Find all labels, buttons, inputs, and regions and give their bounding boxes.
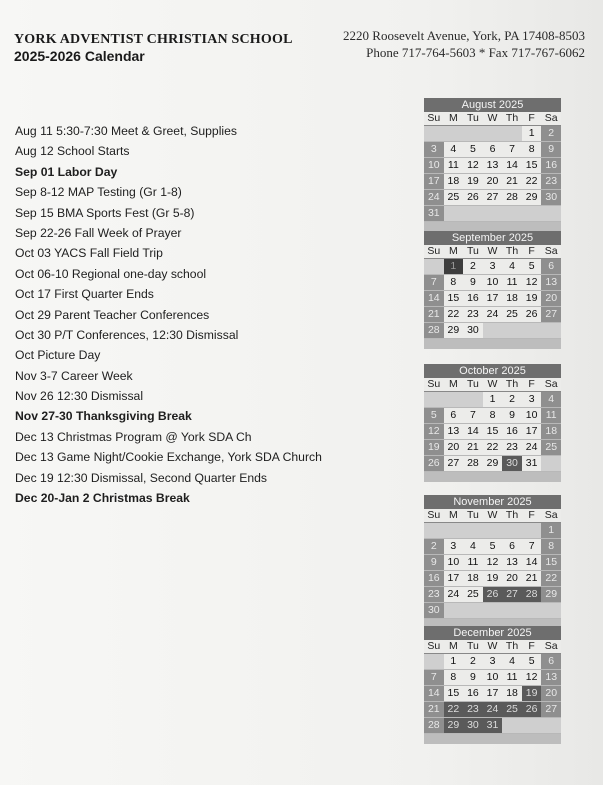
day-cell: 7 (424, 275, 444, 291)
day-cell: 2 (502, 392, 522, 408)
day-cell: 29 (444, 323, 464, 339)
day-cell: 5 (522, 654, 542, 670)
day-cell: 30 (463, 323, 483, 339)
empty-day-cell (483, 323, 503, 339)
event-item: Aug 11 5:30-7:30 Meet & Greet, Supplies (15, 124, 237, 138)
day-cell: 12 (483, 555, 503, 571)
weekday-header: Su (424, 378, 444, 392)
weekday-header: Th (502, 509, 522, 523)
month-title: November 2025 (424, 495, 561, 509)
day-cell: 25 (444, 190, 464, 206)
day-cell: 20 (502, 571, 522, 587)
day-cell: 9 (424, 555, 444, 571)
day-cell: 4 (444, 142, 464, 158)
day-cell: 9 (502, 408, 522, 424)
day-cell: 21 (424, 702, 444, 718)
day-cell: 8 (541, 539, 561, 555)
school-address-block (343, 27, 585, 61)
empty-day-cell (541, 456, 561, 472)
event-item: Aug 12 School Starts (15, 144, 130, 159)
empty-day-cell (444, 603, 464, 619)
day-cell: 26 (483, 587, 503, 603)
weekday-header: Th (502, 640, 522, 654)
day-cell: 12 (463, 158, 483, 174)
day-cell: 30 (463, 718, 483, 734)
day-cell: 3 (444, 539, 464, 555)
day-cell: 20 (541, 686, 561, 702)
day-cell: 26 (522, 307, 542, 323)
day-cell: 18 (444, 174, 464, 190)
empty-day-cell (522, 523, 542, 539)
day-cell: 16 (541, 158, 561, 174)
event-list (15, 124, 415, 511)
day-cell: 7 (522, 539, 542, 555)
empty-day-cell (444, 126, 464, 142)
day-cell: 28 (463, 456, 483, 472)
day-cell: 23 (424, 587, 444, 603)
day-cell: 10 (444, 555, 464, 571)
day-cell: 13 (483, 158, 503, 174)
day-cell: 1 (444, 654, 464, 670)
day-cell: 28 (522, 587, 542, 603)
empty-day-cell (463, 206, 483, 222)
day-cell: 1 (483, 392, 503, 408)
day-cell: 19 (522, 686, 542, 702)
day-cell: 5 (522, 259, 542, 275)
day-cell: 6 (483, 142, 503, 158)
day-cell: 24 (522, 440, 542, 456)
empty-day-cell (444, 392, 464, 408)
day-cell: 1 (541, 523, 561, 539)
day-cell: 11 (502, 275, 522, 291)
month-grid (424, 378, 561, 472)
day-cell: 22 (522, 174, 542, 190)
empty-day-cell (424, 392, 444, 408)
day-cell: 15 (444, 291, 464, 307)
day-cell: 29 (444, 718, 464, 734)
day-cell: 1 (522, 126, 542, 142)
weekday-header: M (444, 509, 464, 523)
weekday-header: F (522, 640, 542, 654)
day-cell: 25 (502, 307, 522, 323)
day-cell: 6 (444, 408, 464, 424)
day-cell: 20 (483, 174, 503, 190)
day-cell: 19 (424, 440, 444, 456)
day-cell: 2 (424, 539, 444, 555)
weekday-header: Sa (541, 378, 561, 392)
day-cell: 28 (424, 718, 444, 734)
day-cell: 23 (463, 307, 483, 323)
day-cell: 31 (522, 456, 542, 472)
day-cell: 8 (483, 408, 503, 424)
empty-day-cell (444, 523, 464, 539)
day-cell: 28 (424, 323, 444, 339)
day-cell: 14 (424, 686, 444, 702)
day-cell: 17 (444, 571, 464, 587)
weekday-header: Tu (463, 112, 483, 126)
day-cell: 7 (463, 408, 483, 424)
day-cell: 17 (522, 424, 542, 440)
day-cell: 24 (424, 190, 444, 206)
month-footer (424, 339, 561, 349)
day-cell: 28 (502, 190, 522, 206)
day-cell: 14 (424, 291, 444, 307)
day-cell: 23 (541, 174, 561, 190)
weekday-header: W (483, 378, 503, 392)
day-cell: 16 (424, 571, 444, 587)
month-calendar (424, 495, 561, 629)
day-cell: 29 (522, 190, 542, 206)
empty-day-cell (502, 126, 522, 142)
empty-day-cell (463, 523, 483, 539)
day-cell: 11 (463, 555, 483, 571)
weekday-header: Sa (541, 245, 561, 259)
day-cell: 2 (463, 654, 483, 670)
day-cell: 11 (502, 670, 522, 686)
weekday-header: Th (502, 112, 522, 126)
empty-day-cell (483, 126, 503, 142)
empty-day-cell (424, 259, 444, 275)
day-cell: 17 (483, 686, 503, 702)
day-cell: 24 (444, 587, 464, 603)
weekday-header: Su (424, 509, 444, 523)
empty-day-cell (463, 392, 483, 408)
month-calendar (424, 626, 561, 744)
day-cell: 19 (463, 174, 483, 190)
event-item: Oct Picture Day (15, 348, 101, 363)
empty-day-cell (502, 323, 522, 339)
day-cell: 25 (463, 587, 483, 603)
event-item: Sep 01 Labor Day (15, 164, 118, 179)
event-item: Nov 3-7 Career Week (15, 368, 133, 383)
empty-day-cell (541, 206, 561, 222)
weekday-header: Tu (463, 378, 483, 392)
day-cell: 8 (444, 275, 464, 291)
month-title: September 2025 (424, 231, 561, 245)
weekday-header: W (483, 245, 503, 259)
weekday-header: M (444, 245, 464, 259)
day-cell: 21 (502, 174, 522, 190)
day-cell: 27 (541, 702, 561, 718)
day-cell: 12 (522, 275, 542, 291)
day-cell: 26 (463, 190, 483, 206)
empty-day-cell (522, 603, 542, 619)
month-title: December 2025 (424, 626, 561, 640)
day-cell: 18 (463, 571, 483, 587)
day-cell: 4 (463, 539, 483, 555)
day-cell: 15 (444, 686, 464, 702)
day-cell: 30 (541, 190, 561, 206)
empty-day-cell (463, 126, 483, 142)
day-cell: 26 (424, 456, 444, 472)
month-calendar (424, 231, 561, 349)
weekday-header: Sa (541, 509, 561, 523)
month-grid (424, 245, 561, 339)
event-item: Dec 13 Christmas Program @ York SDA Ch (15, 429, 252, 444)
day-cell: 2 (541, 126, 561, 142)
empty-day-cell (502, 523, 522, 539)
day-cell: 13 (541, 275, 561, 291)
day-cell: 3 (424, 142, 444, 158)
event-item: Dec 19 12:30 Dismissal, Second Quarter Ends (15, 470, 267, 485)
month-title: October 2025 (424, 364, 561, 378)
empty-day-cell (424, 523, 444, 539)
month-grid (424, 640, 561, 734)
weekday-header: Sa (541, 640, 561, 654)
empty-day-cell (483, 523, 503, 539)
day-cell: 19 (522, 291, 542, 307)
month-title: August 2025 (424, 98, 561, 112)
event-item: Dec 13 Game Night/Cookie Exchange, York SDA Church (15, 450, 322, 465)
day-cell: 15 (541, 555, 561, 571)
day-cell: 22 (483, 440, 503, 456)
day-cell: 21 (463, 440, 483, 456)
day-cell: 24 (483, 307, 503, 323)
empty-day-cell (444, 206, 464, 222)
weekday-header: W (483, 640, 503, 654)
weekday-header: Tu (463, 509, 483, 523)
empty-day-cell (483, 603, 503, 619)
day-cell: 12 (424, 424, 444, 440)
day-cell: 3 (483, 654, 503, 670)
day-cell: 7 (424, 670, 444, 686)
day-cell: 20 (541, 291, 561, 307)
day-cell: 5 (424, 408, 444, 424)
event-item: Sep 22-26 Fall Week of Prayer (15, 225, 182, 240)
empty-day-cell (541, 323, 561, 339)
day-cell: 29 (483, 456, 503, 472)
day-cell: 30 (424, 603, 444, 619)
day-cell: 25 (541, 440, 561, 456)
day-cell: 27 (541, 307, 561, 323)
month-grid (424, 509, 561, 619)
empty-day-cell (502, 718, 522, 734)
day-cell: 4 (541, 392, 561, 408)
day-cell: 25 (502, 702, 522, 718)
day-cell: 14 (463, 424, 483, 440)
weekday-header: M (444, 378, 464, 392)
day-cell: 16 (502, 424, 522, 440)
empty-day-cell (502, 603, 522, 619)
day-cell: 21 (424, 307, 444, 323)
weekday-header: Th (502, 378, 522, 392)
day-cell: 5 (483, 539, 503, 555)
day-cell: 9 (463, 670, 483, 686)
event-item: Sep 15 BMA Sports Fest (Gr 5-8) (15, 205, 195, 220)
day-cell: 18 (502, 291, 522, 307)
day-cell: 27 (502, 587, 522, 603)
event-item: Dec 20-Jan 2 Christmas Break (15, 491, 190, 506)
weekday-header: F (522, 112, 542, 126)
school-address: 2220 Roosevelt Avenue, York, PA 17408-8503 (343, 28, 585, 43)
weekday-header: M (444, 640, 464, 654)
event-item: Oct 06-10 Regional one-day school (15, 266, 207, 281)
event-item: Sep 8-12 MAP Testing (Gr 1-8) (15, 185, 182, 200)
weekday-header: Th (502, 245, 522, 259)
day-cell: 15 (522, 158, 542, 174)
day-cell: 1 (444, 259, 464, 275)
day-cell: 3 (483, 259, 503, 275)
day-cell: 6 (541, 654, 561, 670)
day-cell: 18 (502, 686, 522, 702)
day-cell: 18 (541, 424, 561, 440)
day-cell: 9 (463, 275, 483, 291)
day-cell: 19 (483, 571, 503, 587)
day-cell: 20 (444, 440, 464, 456)
day-cell: 31 (424, 206, 444, 222)
day-cell: 5 (463, 142, 483, 158)
page-title: 2025-2026 Calendar (14, 48, 145, 64)
day-cell: 30 (502, 456, 522, 472)
weekday-header: F (522, 378, 542, 392)
day-cell: 11 (444, 158, 464, 174)
weekday-header: F (522, 509, 542, 523)
month-footer (424, 734, 561, 744)
weekday-header: M (444, 112, 464, 126)
day-cell: 17 (424, 174, 444, 190)
weekday-header: Sa (541, 112, 561, 126)
day-cell: 6 (502, 539, 522, 555)
weekday-header: W (483, 509, 503, 523)
empty-day-cell (424, 654, 444, 670)
day-cell: 26 (522, 702, 542, 718)
weekday-header: Su (424, 112, 444, 126)
event-item: Nov 26 12:30 Dismissal (15, 389, 144, 404)
weekday-header: Su (424, 640, 444, 654)
day-cell: 8 (522, 142, 542, 158)
weekday-header: Su (424, 245, 444, 259)
weekday-header: W (483, 112, 503, 126)
day-cell: 21 (522, 571, 542, 587)
day-cell: 16 (463, 686, 483, 702)
school-name: YORK ADVENTIST CHRISTIAN SCHOOL (14, 32, 293, 47)
day-cell: 22 (541, 571, 561, 587)
day-cell: 10 (483, 275, 503, 291)
month-calendar (424, 98, 561, 232)
day-cell: 11 (541, 408, 561, 424)
empty-day-cell (502, 206, 522, 222)
day-cell: 7 (502, 142, 522, 158)
empty-day-cell (522, 718, 542, 734)
empty-day-cell (541, 718, 561, 734)
day-cell: 12 (522, 670, 542, 686)
empty-day-cell (463, 603, 483, 619)
day-cell: 8 (444, 670, 464, 686)
day-cell: 13 (502, 555, 522, 571)
day-cell: 23 (502, 440, 522, 456)
day-cell: 29 (541, 587, 561, 603)
day-cell: 3 (522, 392, 542, 408)
day-cell: 31 (483, 718, 503, 734)
weekday-header: Tu (463, 640, 483, 654)
day-cell: 2 (463, 259, 483, 275)
event-item: Oct 17 First Quarter Ends (15, 287, 154, 302)
day-cell: 27 (444, 456, 464, 472)
day-cell: 17 (483, 291, 503, 307)
month-calendar (424, 364, 561, 482)
day-cell: 14 (502, 158, 522, 174)
event-item: Oct 29 Parent Teacher Conferences (15, 307, 210, 322)
day-cell: 9 (541, 142, 561, 158)
day-cell: 14 (522, 555, 542, 571)
day-cell: 13 (541, 670, 561, 686)
day-cell: 13 (444, 424, 464, 440)
event-item: Nov 27-30 Thanksgiving Break (15, 409, 192, 424)
event-item: Oct 03 YACS Fall Field Trip (15, 246, 163, 261)
month-grid (424, 112, 561, 222)
empty-day-cell (522, 206, 542, 222)
month-footer (424, 472, 561, 482)
empty-day-cell (541, 603, 561, 619)
day-cell: 10 (424, 158, 444, 174)
day-cell: 4 (502, 654, 522, 670)
day-cell: 15 (483, 424, 503, 440)
day-cell: 22 (444, 307, 464, 323)
day-cell: 4 (502, 259, 522, 275)
day-cell: 23 (463, 702, 483, 718)
day-cell: 6 (541, 259, 561, 275)
day-cell: 10 (522, 408, 542, 424)
school-contact: Phone 717-764-5603 * Fax 717-767-6062 (366, 45, 585, 60)
day-cell: 24 (483, 702, 503, 718)
empty-day-cell (522, 323, 542, 339)
weekday-header: Tu (463, 245, 483, 259)
weekday-header: F (522, 245, 542, 259)
event-item: Oct 30 P/T Conferences, 12:30 Dismissal (15, 327, 239, 342)
empty-day-cell (483, 206, 503, 222)
day-cell: 16 (463, 291, 483, 307)
day-cell: 27 (483, 190, 503, 206)
empty-day-cell (424, 126, 444, 142)
day-cell: 22 (444, 702, 464, 718)
day-cell: 10 (483, 670, 503, 686)
